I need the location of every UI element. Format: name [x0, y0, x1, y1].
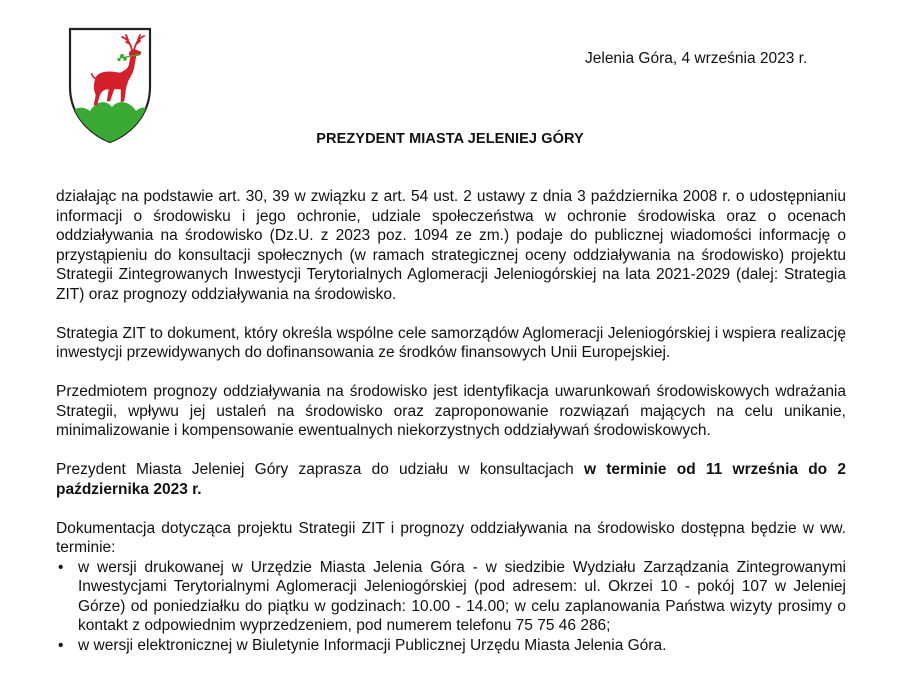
paragraph-consultation-invite [56, 460, 846, 499]
list-item-text: w wersji elektronicznej w Biuletynie Informacji Publicznej Urzędu Miasta Jelenia Góra. [78, 636, 667, 654]
document-date: Jelenia Góra, 4 września 2023 r. [585, 50, 808, 67]
paragraph-legal-basis: działając na podstawie art. 30, 39 w związku z art. 54 ust. 2 ustawy z dnia 3 października 2008 r. o udostępnianiu informacji o środowisku i jego ochronie, udziale społeczeństwa w ochronie środowiska oraz o ocenach oddziaływania na środowisko (Dz.U. z 2023 poz. 1094 ze zm.) podaje do publicznej wiadomości informację o przystąpieniu do konsultacji społecznych (w ramach strategicznej oceny oddziaływania na środowisko) projektu Strategii Zintegrowanych Inwestycji Terytorialnych Aglomeracji Jeleniogórskiej na lata 2021-2029 (dalej: Strategia ZIT) oraz prognozy oddziaływania na środowisko. [56, 188, 846, 303]
page-title: PREZYDENT MIASTA JELENIEJ GÓRY [316, 131, 584, 147]
paragraph-documentation-intro: Dokumentacja dotycząca projektu Strategii ZIT i prognozy oddziaływania na środowisko dostępna będzie w ww. terminie: [56, 519, 846, 556]
document-body [56, 187, 846, 655]
list-item-text: w wersji drukowanej w Urzędzie Miasta Jelenia Góra - w siedzibie Wydziału Zarządzania Zintegrowanymi Inwestycjami Terytorialnymi Aglomeracji Jeleniogórskiej (pod adresem: ul. Okrzei 10 - pokój 107 w Jeleniej Górze) od poniedziałku do piątku w godzinach: 10.00 - 14.00; w celu zaplanowania Państwa wizyty prosimy o kontakt z odpowiednim wyprzedzeniem, pod numerem telefonu 75 75 46 286; [78, 558, 846, 634]
paragraph-strategy-description: Strategia ZIT to dokument, który określa wspólne cele samorządów Aglomeracji Jeleniogórskiej i wspiera realizację inwestycji przewidywanych do dofinansowania ze środków finansowych Unii Europejskiej. [56, 324, 846, 361]
bullet-icon: • [58, 558, 64, 576]
availability-list [56, 558, 846, 656]
paragraph-forecast-subject: Przedmiotem prognozy oddziaływania na środowisko jest identyfikacja uwarunkowań środowiskowych wdrażania Strategii, wpływu jej ustaleń na środowisko oraz zaproponowanie rozwiązań mających na celu unikanie, minimalizowanie i kompensowanie ewentualnych niekorzystnych oddziaływań środowiskowych. [56, 383, 846, 439]
list-item [56, 558, 846, 636]
bullet-icon: • [58, 636, 64, 654]
coat-of-arms-icon [66, 25, 154, 145]
invite-lead-text: Prezydent Miasta Jeleniej Góry zaprasza do udziału w konsultacjach [56, 461, 584, 478]
list-item [56, 636, 846, 656]
consultation-period: w terminie od 11 września do 2 października 2023 r. [56, 461, 846, 498]
